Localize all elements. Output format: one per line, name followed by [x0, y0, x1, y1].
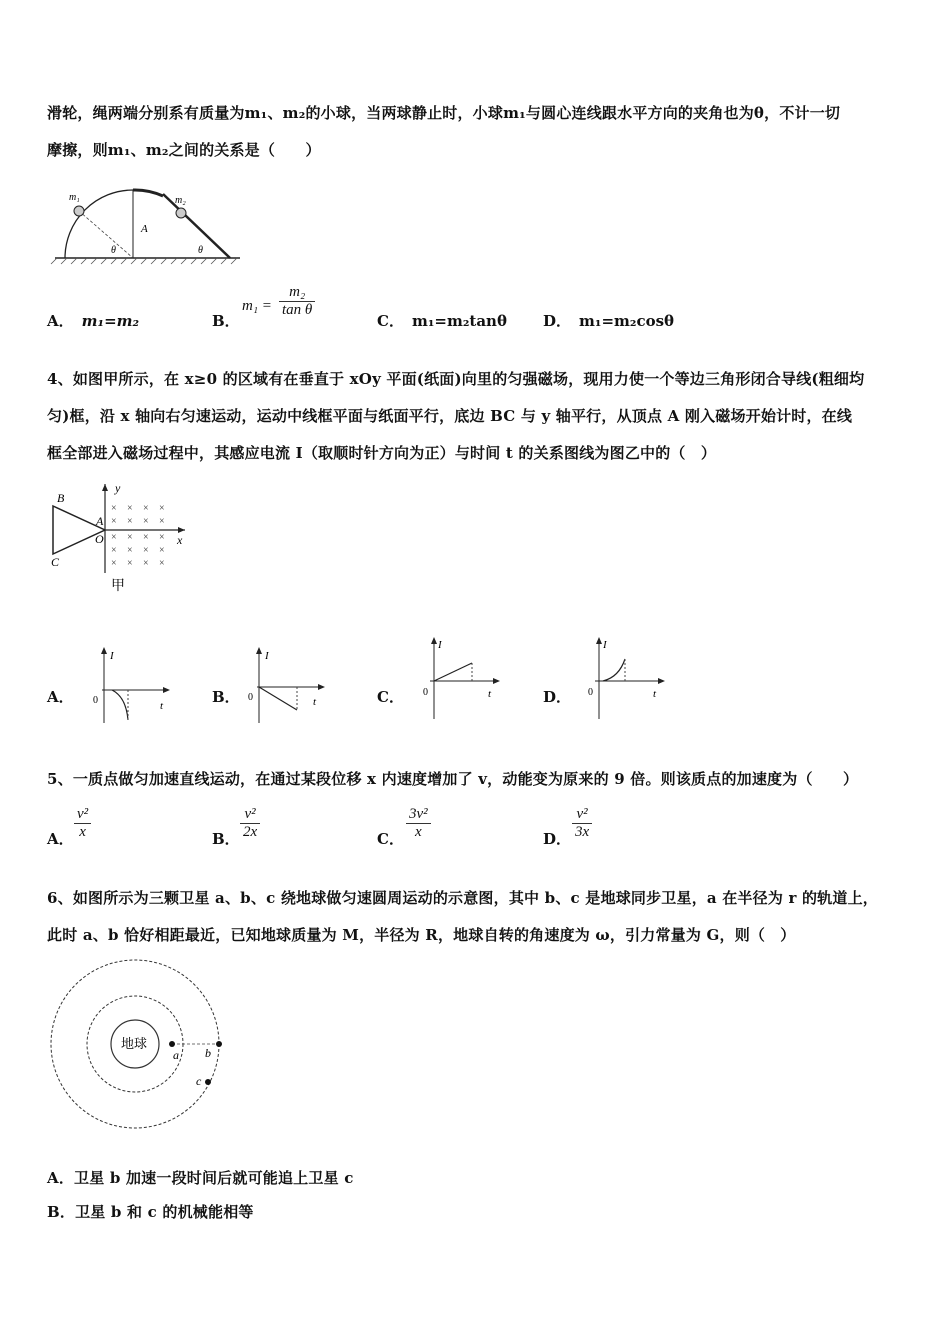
q4-option-c-label[interactable]: C．: [377, 688, 404, 706]
fig-label-theta-2: θ: [198, 245, 203, 256]
q4-text-line-1: 4、如图甲所示，在 x≥0 的区域有在垂直于 xOy 平面(纸面)向里的匀强磁场，现用力使一个等边三角形闭合导线(粗细均: [47, 370, 865, 388]
svg-text:×: ×: [111, 503, 117, 514]
fig-label-C: C: [51, 555, 60, 569]
q5-option-a-fraction: [74, 806, 91, 841]
q3-option-b-fraction: [279, 284, 315, 319]
q5-option-b-label[interactable]: B．: [212, 830, 240, 848]
fig-caption: 甲: [111, 579, 125, 594]
axis-I: I: [603, 639, 607, 651]
fraction-denominator: x: [414, 824, 422, 840]
q5-option-d-label[interactable]: D．: [543, 830, 572, 848]
svg-text:×: ×: [143, 532, 149, 543]
svg-text:×: ×: [111, 516, 117, 527]
q3-option-a[interactable]: [47, 310, 139, 331]
q4-text-line-2: 匀)框，沿 x 轴向右匀速运动，运动中线框平面与纸面平行，底边 BC 与 y 轴平行，从顶点 A 刚入磁场开始计时，在线: [47, 407, 853, 425]
fraction-numerator: m₂: [279, 284, 315, 302]
axis-zero: 0: [588, 687, 593, 698]
axis-t: t: [313, 696, 317, 708]
axis-zero: 0: [93, 695, 98, 706]
axis-t: t: [488, 688, 492, 700]
q3-text-line-2: 摩擦，则m₁、m₂之间的关系是（ ）: [47, 141, 321, 159]
q5-text-line-1: 5、一质点做匀加速直线运动，在通过某段位移 x 内速度增加了 v，动能变为原来的 9 倍。则该质点的加速度为（ ）: [47, 770, 859, 788]
svg-text:×: ×: [159, 558, 165, 569]
svg-text:×: ×: [111, 532, 117, 543]
axis-zero: 0: [423, 687, 428, 698]
svg-text:×: ×: [159, 545, 165, 556]
svg-text:×: ×: [159, 503, 165, 514]
svg-text:×: ×: [143, 545, 149, 556]
fraction-denominator: tan θ: [282, 302, 313, 318]
svg-text:×: ×: [143, 516, 149, 527]
svg-text:×: ×: [127, 558, 133, 569]
axis-t: t: [160, 700, 164, 712]
q4-option-c-graph[interactable]: [420, 635, 505, 720]
q5-option-b-fraction: [240, 806, 260, 841]
option-label: C．: [377, 312, 404, 330]
option-text: m₁=m₂tanθ: [411, 312, 507, 330]
q3-option-b-label[interactable]: B．: [212, 312, 240, 330]
fraction-numerator: 3v²: [406, 806, 431, 824]
q3-option-c[interactable]: [377, 310, 507, 331]
satellite-c-dot: [205, 1079, 211, 1085]
q3-option-b-lhs: m₁ =: [242, 298, 272, 314]
svg-text:×: ×: [127, 545, 133, 556]
svg-text:×: ×: [143, 503, 149, 514]
q4-option-d-graph[interactable]: [585, 635, 670, 720]
q3-option-d[interactable]: [543, 310, 674, 331]
fraction-numerator: v²: [240, 806, 260, 824]
q5-option-d-fraction: [572, 806, 592, 841]
q4-option-a-label[interactable]: A．: [47, 688, 74, 706]
axis-I: I: [110, 650, 114, 662]
option-text: m₁=m₂cosθ: [579, 312, 675, 330]
q6-satellite-orbit-figure: [48, 958, 238, 1144]
fraction-denominator: 3x: [575, 824, 590, 840]
q6-text-line-1: 6、如图所示为三颗卫星 a、b、c 绕地球做匀速圆周运动的示意图，其中 b、c 是地球同步卫星，a 在半径为 r 的轨道上，: [47, 889, 878, 907]
q4-option-b-label[interactable]: B．: [212, 688, 240, 706]
svg-text:×: ×: [159, 532, 165, 543]
fig-label-x: x: [177, 533, 183, 547]
svg-text:×: ×: [111, 558, 117, 569]
fraction-numerator: v²: [74, 806, 91, 824]
q3-pulley-figure: [55, 178, 245, 268]
option-text: m₁=m₂: [81, 312, 140, 330]
q6-option-b[interactable]: B．卫星 b 和 c 的机械能相等: [47, 1203, 254, 1221]
fig-label-a: a: [173, 1048, 179, 1062]
svg-text:×: ×: [127, 532, 133, 543]
option-label: D．: [543, 312, 572, 330]
q4-text-line-3: 框全部进入磁场过程中，其感应电流 I（取顺时针方向为正）与时间 t 的关系图线为图乙中的（ ）: [47, 444, 717, 462]
svg-text:×: ×: [127, 516, 133, 527]
fig-label-y: y: [115, 481, 121, 495]
fig-label-theta-1: θ: [111, 245, 116, 256]
fig-label-b: b: [205, 1046, 211, 1060]
fig-label-c: c: [196, 1074, 202, 1088]
q4-option-d-label[interactable]: D．: [543, 688, 572, 706]
fig-label-B: B: [57, 491, 65, 505]
satellite-b-dot: [216, 1041, 222, 1047]
q6-text-line-2: 此时 a、b 恰好相距最近，已知地球质量为 M，半径为 R，地球自转的角速度为 ω，引力常量为 G，则（ ）: [47, 926, 796, 944]
q6-option-a[interactable]: A．卫星 b 加速一段时间后就可能追上卫星 c: [47, 1169, 354, 1187]
fraction-denominator: x: [79, 824, 86, 840]
fig-label-A: A: [96, 514, 104, 528]
fraction-numerator: v²: [572, 806, 592, 824]
fraction-denominator: 2x: [243, 824, 258, 840]
satellite-a-dot: [169, 1041, 175, 1047]
q5-option-c-label[interactable]: C．: [377, 830, 404, 848]
svg-text:×: ×: [127, 503, 133, 514]
earth-label: 地球: [121, 1036, 148, 1051]
q3-text-line-1: 滑轮，绳两端分别系有质量为m₁、m₂的小球，当两球静止时，小球m₁与圆心连线跟水平方向的夹角也为θ，不计一切: [47, 104, 841, 122]
q4-magnetic-field-figure: [45, 478, 205, 598]
q5-option-c-fraction: [406, 806, 431, 841]
axis-I: I: [438, 639, 442, 651]
q4-option-a-graph[interactable]: [90, 645, 175, 725]
option-label: A．: [47, 312, 74, 330]
fig-label-A: A: [141, 223, 148, 235]
fig-label-O: O: [95, 532, 104, 546]
svg-text:×: ×: [159, 516, 165, 527]
axis-zero: 0: [248, 692, 253, 703]
axis-t: t: [653, 688, 657, 700]
q4-option-b-graph[interactable]: [245, 645, 330, 725]
fig-label-m2: m₂: [175, 195, 186, 206]
q5-option-a-label[interactable]: A．: [47, 830, 74, 848]
svg-text:×: ×: [111, 545, 117, 556]
svg-text:×: ×: [143, 558, 149, 569]
fig-label-m1: m₁: [69, 192, 80, 203]
axis-I: I: [265, 650, 269, 662]
